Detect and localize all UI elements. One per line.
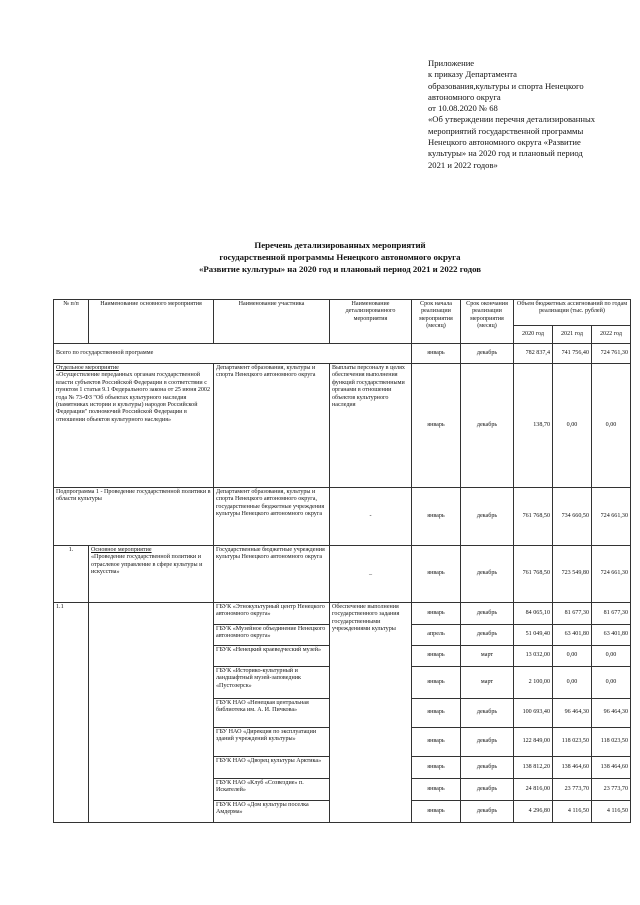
main-event-text: «Проведение государственной политики и отраслевое управление в сфере культуры и искусства» bbox=[91, 554, 203, 576]
subprogram-start: январь bbox=[412, 488, 461, 546]
institution-2020: 2 100,00 bbox=[514, 667, 553, 699]
total-2022: 724 761,30 bbox=[592, 344, 631, 364]
institution-2021: 138 464,60 bbox=[553, 757, 592, 779]
appendix-line: Приложение bbox=[428, 58, 475, 68]
appendix-block bbox=[428, 58, 628, 171]
institution-2020: 84 065,10 bbox=[514, 603, 553, 625]
separate-2020: 138,70 bbox=[514, 364, 553, 488]
appendix-line: «Об утверждении перечня детализированных bbox=[428, 114, 596, 125]
appendix-line: культуры» на 2020 год и плановый период bbox=[428, 148, 583, 159]
institution-2022: 0,00 bbox=[592, 646, 631, 667]
institution-name: ГБУК НАО «Дворец культуры Арктика» bbox=[214, 757, 330, 779]
separate-start: январь bbox=[412, 364, 461, 488]
subprogram-2021: 734 660,50 bbox=[553, 488, 592, 546]
main-event-row bbox=[54, 546, 631, 603]
appendix-line: к приказу Департамента bbox=[428, 69, 517, 80]
header-year-2020: 2020 год bbox=[514, 326, 553, 344]
header-num: № п/п bbox=[54, 300, 89, 344]
institution-name: ГБУК НАО «Дом культуры поселка Амдерма» bbox=[214, 801, 330, 823]
institution-2021: 0,00 bbox=[553, 667, 592, 699]
institution-start: январь bbox=[412, 699, 461, 728]
separate-event-text: «Осуществление переданных органам государственной власти субъектов Российской Федерации в соответствии с пунктом 1 статьи 9.1 Федерального закона от 25 июня 2002 года № 73-ФЗ "Об объектах культурного наследия (памятниках истории и культуры) народов Российской Федерации" полномочий Российской Федерации в отношении объектов культурного наследия» bbox=[56, 372, 211, 423]
total-label: Всего по государственной программе bbox=[54, 344, 412, 364]
subprogram-2020: 761 768,50 bbox=[514, 488, 553, 546]
document-title bbox=[0, 239, 640, 275]
main-event-start: январь bbox=[412, 546, 461, 603]
separate-2021: 0,00 bbox=[553, 364, 592, 488]
institution-name: ГБУК «Этнокультурный центр Ненецкого автономного округа» bbox=[214, 603, 330, 625]
appendix-line: автономного округа bbox=[428, 91, 501, 102]
institution-end: декабрь bbox=[461, 625, 514, 646]
institution-2022: 23 773,70 bbox=[592, 779, 631, 801]
institution-name: ГБУК НАО «Ненецкая центральная библиотека им. А. И. Пичкова» bbox=[214, 699, 330, 728]
institution-2020: 51 049,40 bbox=[514, 625, 553, 646]
institution-start: январь bbox=[412, 667, 461, 699]
appendix-line: 2021 и 2022 годов» bbox=[428, 159, 498, 170]
institution-name: ГБУК «Ненецкий краеведческий музей» bbox=[214, 646, 330, 667]
institution-end: март bbox=[461, 646, 514, 667]
title-line: Перечень детализированных мероприятий bbox=[254, 240, 426, 250]
subprogram-end: декабрь bbox=[461, 488, 514, 546]
institution-2021: 118 023,50 bbox=[553, 728, 592, 757]
institution-end: декабрь bbox=[461, 779, 514, 801]
main-event-detailed: _ bbox=[330, 546, 412, 603]
main-event-num: 1. bbox=[54, 546, 89, 603]
institution-2022: 81 677,30 bbox=[592, 603, 631, 625]
institution-2020: 24 816,00 bbox=[514, 779, 553, 801]
institution-name: ГБУК «Музейное объединение Ненецкого автономного округа» bbox=[214, 625, 330, 646]
institution-2022: 138 464,60 bbox=[592, 757, 631, 779]
institution-name: ГБУК «Историко-культурный и ландшафтный музей-заповедник «Пустозерск» bbox=[214, 667, 330, 699]
header-participant: Наименование участника bbox=[214, 300, 330, 344]
institution-2020: 100 693,40 bbox=[514, 699, 553, 728]
total-row bbox=[54, 344, 631, 364]
sub-event-detailed: Обеспечение выполнения государственного задания государственными учреждениями культуры bbox=[330, 603, 412, 823]
institution-2021: 0,00 bbox=[553, 646, 592, 667]
main-event-participant: Государственные бюджетные учреждения культуры Ненецкого автономного округа bbox=[214, 546, 330, 603]
total-2021: 741 756,40 bbox=[553, 344, 592, 364]
separate-detailed: Выплаты персоналу в целях обеспечения выполнения функций государственными органами в отношении объектов культурного наследия bbox=[330, 364, 412, 488]
institution-start: январь bbox=[412, 603, 461, 625]
header-year-2022: 2022 год bbox=[592, 326, 631, 344]
title-line: «Развитие культуры» на 2020 год и плановый период 2021 и 2022 годов bbox=[198, 264, 482, 274]
institution-2022: 4 116,50 bbox=[592, 801, 631, 823]
header-detailed: Наименование детализированного мероприятия bbox=[330, 300, 412, 344]
total-2020: 782 837,4 bbox=[514, 344, 553, 364]
institution-start: январь bbox=[412, 801, 461, 823]
institution-2022: 63 401,80 bbox=[592, 625, 631, 646]
institution-2021: 23 773,70 bbox=[553, 779, 592, 801]
institution-end: декабрь bbox=[461, 603, 514, 625]
header-end: Срок окончания реализации мероприятия (месяц) bbox=[461, 300, 514, 344]
sub-event-empty bbox=[89, 603, 214, 823]
institution-2021: 4 116,50 bbox=[553, 801, 592, 823]
header-row bbox=[54, 300, 631, 326]
institution-end: декабрь bbox=[461, 728, 514, 757]
header-volume: Объем бюджетных ассигнований по годам реализации (тыс. рублей) bbox=[514, 300, 631, 326]
institution-row bbox=[54, 603, 631, 625]
institution-start: январь bbox=[412, 728, 461, 757]
main-event-cell bbox=[89, 546, 214, 603]
separate-event-cell bbox=[54, 364, 214, 488]
subprogram-2022: 724 661,30 bbox=[592, 488, 631, 546]
institution-start: апрель bbox=[412, 625, 461, 646]
institution-2022: 118 023,50 bbox=[592, 728, 631, 757]
subprogram-participant: Департамент образования, культуры и спорта Ненецкого автономного округа, государственные бюджетные учреждения культуры Ненецкого автономного округа bbox=[214, 488, 330, 546]
separate-event-label: Отдельное мероприятие bbox=[56, 365, 119, 371]
institution-start: январь bbox=[412, 757, 461, 779]
main-event-end: декабрь bbox=[461, 546, 514, 603]
institution-name: ГБУК НАО «Клуб «Созвездие» п. Искателей» bbox=[214, 779, 330, 801]
institution-2020: 13 032,00 bbox=[514, 646, 553, 667]
main-event-label: Основное мероприятие bbox=[91, 547, 152, 553]
total-end: декабрь bbox=[461, 344, 514, 364]
institution-2021: 96 464,30 bbox=[553, 699, 592, 728]
institution-start: январь bbox=[412, 779, 461, 801]
separate-end: декабрь bbox=[461, 364, 514, 488]
institution-name: ГБУ НАО «Дирекция по эксплуатации зданий учреждений культуры» bbox=[214, 728, 330, 757]
institution-2021: 63 401,80 bbox=[553, 625, 592, 646]
subprogram-label: Подпрограмма 1 - Проведение государственной политики в области культуры bbox=[54, 488, 214, 546]
sub-event-num: 1.1 bbox=[54, 603, 89, 823]
separate-participant: Департамент образования, культуры и спорта Ненецкого автономного округа bbox=[214, 364, 330, 488]
institution-end: декабрь bbox=[461, 757, 514, 779]
header-year-2021: 2021 год bbox=[553, 326, 592, 344]
institution-start: январь bbox=[412, 646, 461, 667]
institution-end: декабрь bbox=[461, 699, 514, 728]
subprogram-detailed: - bbox=[330, 488, 412, 546]
appendix-line: от 10.08.2020 № 68 bbox=[428, 103, 498, 114]
events-table bbox=[53, 299, 631, 823]
appendix-line: мероприятий государственной программы bbox=[428, 125, 584, 136]
header-event: Наименование основного мероприятия bbox=[89, 300, 214, 344]
institution-2021: 81 677,30 bbox=[553, 603, 592, 625]
subprogram-row bbox=[54, 488, 631, 546]
institution-2022: 96 464,30 bbox=[592, 699, 631, 728]
appendix-line: образования,культуры и спорта Ненецкого bbox=[428, 80, 584, 91]
institution-end: март bbox=[461, 667, 514, 699]
header-start: Срок начала реализации мероприятия (месяц) bbox=[412, 300, 461, 344]
institution-end: декабрь bbox=[461, 801, 514, 823]
separate-event-row bbox=[54, 364, 631, 488]
appendix-line: Ненецкого автономного округа «Развитие bbox=[428, 137, 581, 148]
total-start: январь bbox=[412, 344, 461, 364]
main-event-2022: 724 661,30 bbox=[592, 546, 631, 603]
institution-2022: 0,00 bbox=[592, 667, 631, 699]
main-event-2020: 761 768,50 bbox=[514, 546, 553, 603]
institution-2020: 138 812,20 bbox=[514, 757, 553, 779]
main-event-2021: 723 549,80 bbox=[553, 546, 592, 603]
title-line: государственной программы Ненецкого автономного округа bbox=[219, 252, 461, 262]
separate-2022: 0,00 bbox=[592, 364, 631, 488]
institution-2020: 4 296,80 bbox=[514, 801, 553, 823]
institution-2020: 122 849,00 bbox=[514, 728, 553, 757]
